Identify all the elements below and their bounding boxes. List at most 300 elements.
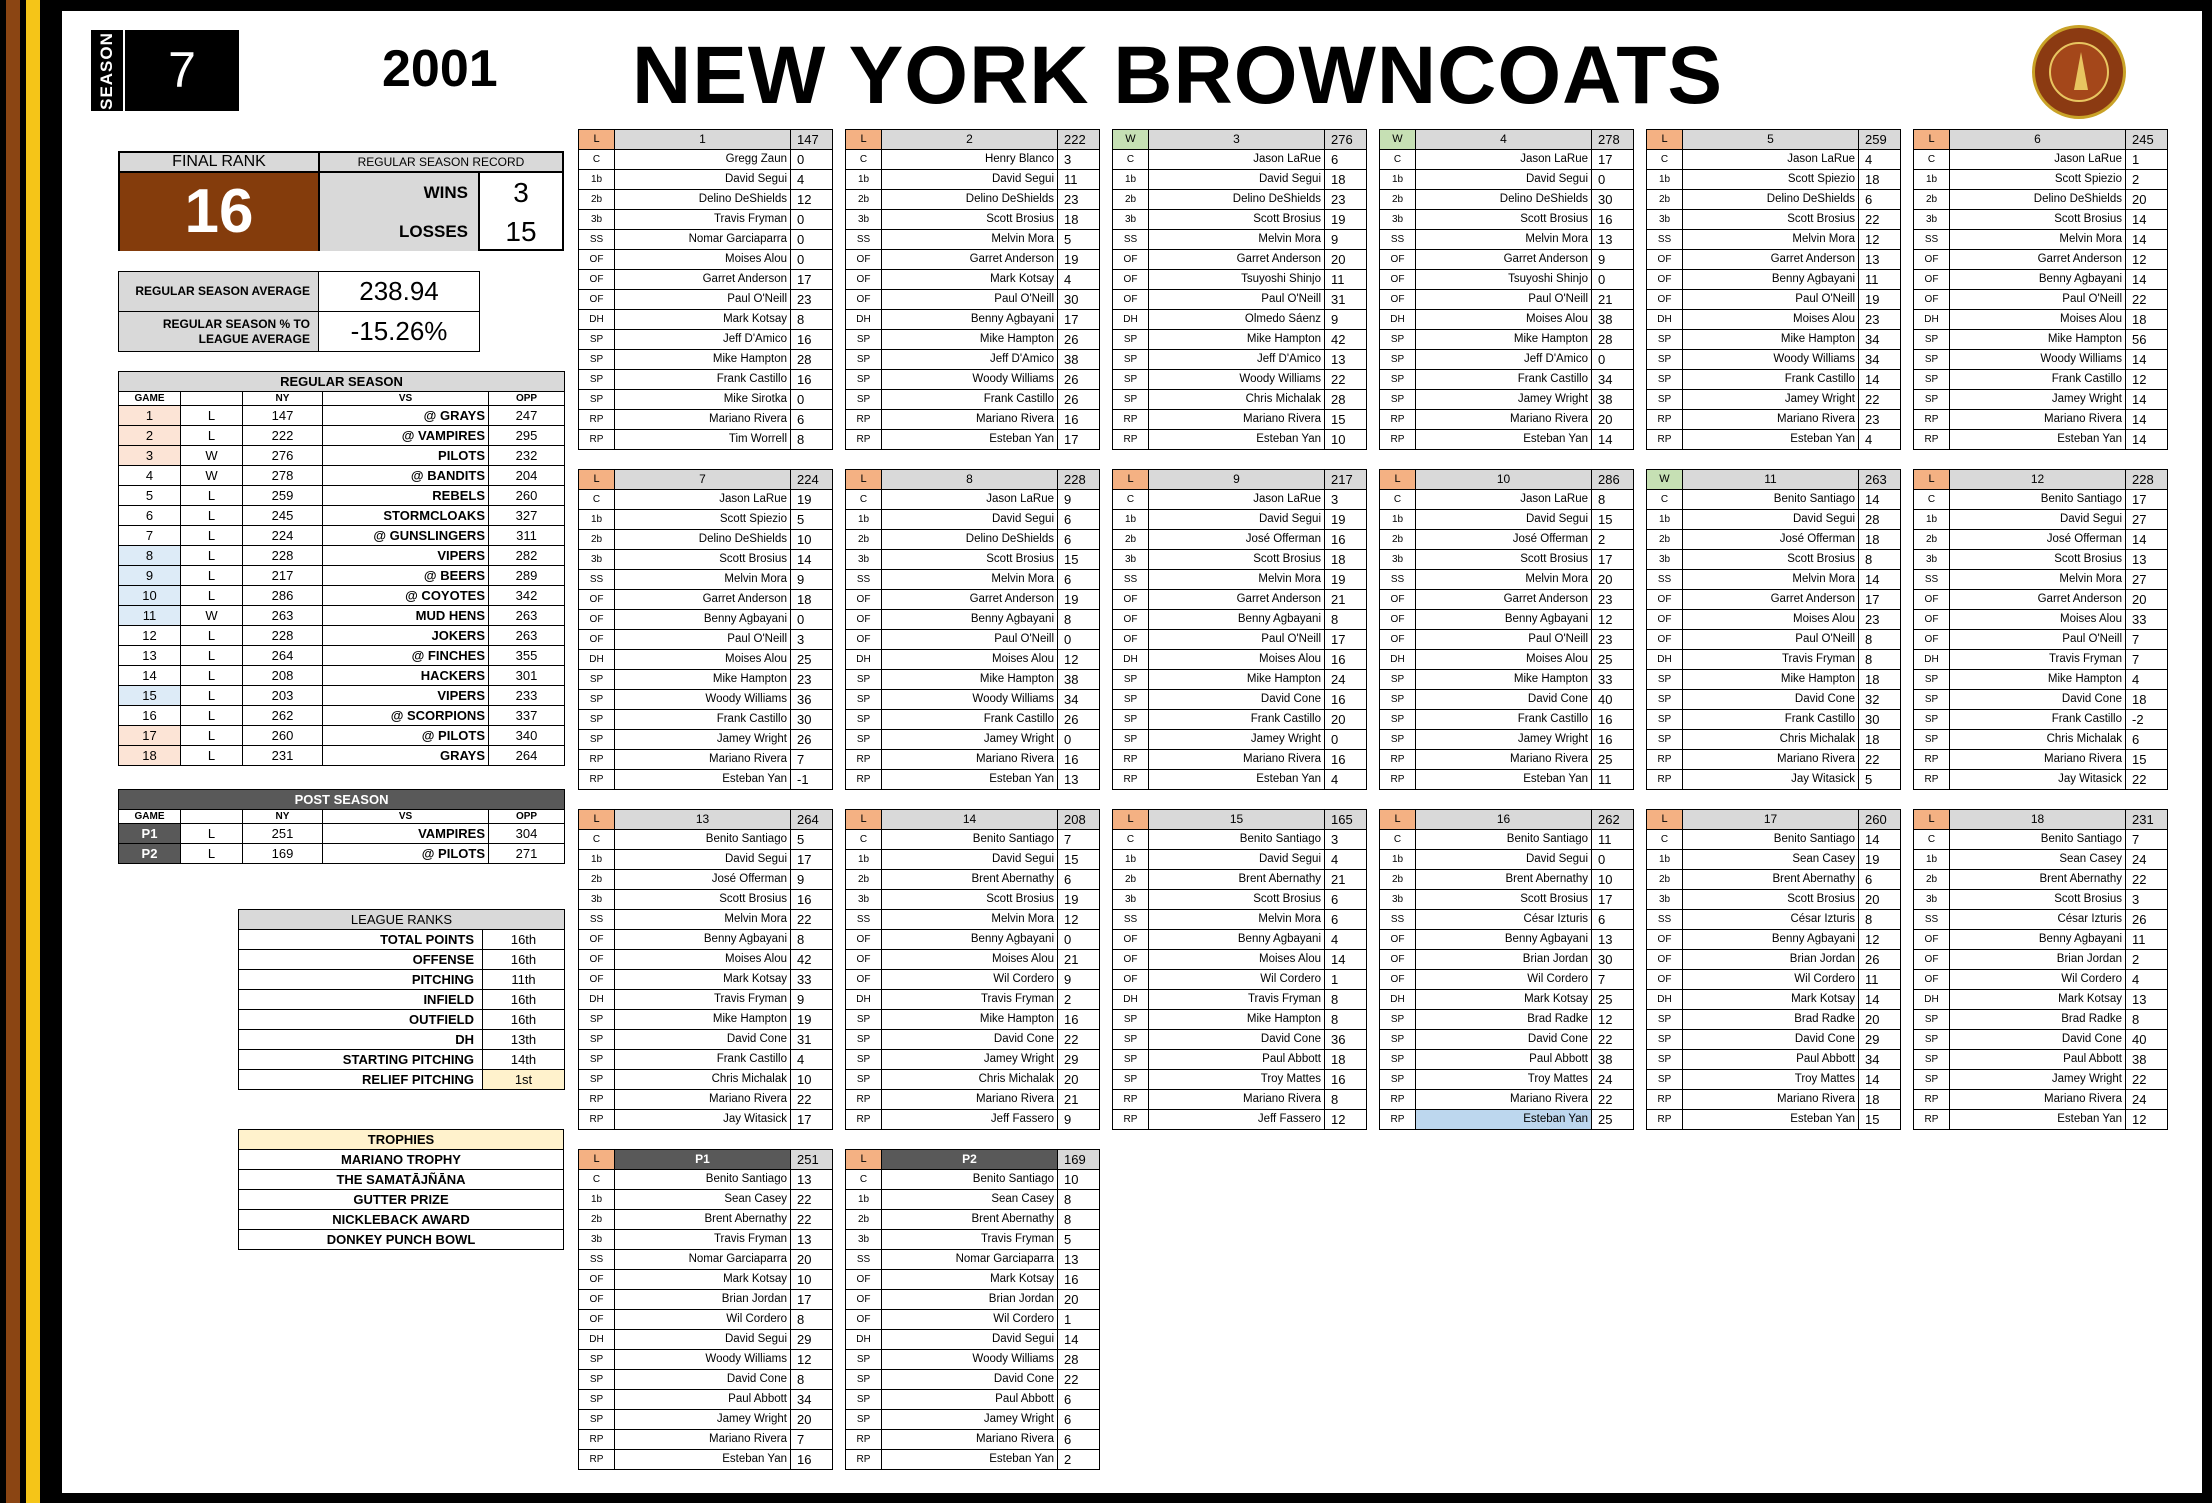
player-name: Brent Abernathy	[1149, 870, 1325, 890]
player-position: OF	[1113, 950, 1149, 970]
player-position: 1b	[579, 170, 615, 190]
player-position: RP	[579, 1450, 615, 1470]
player-score: 42	[1325, 330, 1367, 350]
game-total: 286	[1592, 470, 1634, 490]
player-name: Melvin Mora	[1683, 230, 1859, 250]
player-position: C	[1113, 490, 1149, 510]
row-opp: 247	[489, 406, 565, 426]
player-row	[579, 230, 833, 250]
player-name: Tim Worrell	[615, 430, 791, 450]
game-result: L	[1113, 470, 1149, 490]
rank-value: 16th	[483, 1010, 565, 1030]
row-ny: 217	[243, 566, 323, 586]
player-score: 0	[1058, 730, 1100, 750]
row-vs: @ PILOTS	[323, 726, 489, 746]
player-row	[1380, 730, 1634, 750]
player-score: 33	[1592, 670, 1634, 690]
player-score: 14	[1859, 830, 1901, 850]
player-position: SP	[579, 690, 615, 710]
player-position: OF	[579, 1290, 615, 1310]
player-position: SP	[1380, 1030, 1416, 1050]
player-row	[1647, 730, 1901, 750]
row-game: 12	[119, 626, 181, 646]
player-score: 3	[1325, 490, 1367, 510]
player-row	[579, 990, 833, 1010]
player-position: 3b	[846, 890, 882, 910]
player-score: 28	[1592, 330, 1634, 350]
player-score: 34	[1859, 1050, 1901, 1070]
player-name: David Segui	[882, 1330, 1058, 1350]
player-name: Frank Castillo	[1950, 710, 2126, 730]
player-position: SS	[1647, 570, 1683, 590]
player-position: SP	[1914, 1010, 1950, 1030]
player-row	[1380, 330, 1634, 350]
player-score: 25	[1592, 990, 1634, 1010]
player-row	[579, 530, 833, 550]
player-position: 2b	[1380, 530, 1416, 550]
player-score: 24	[2126, 1090, 2168, 1110]
player-position: C	[846, 150, 882, 170]
player-name: Moises Alou	[1950, 610, 2126, 630]
player-name: José Offerman	[1950, 530, 2126, 550]
player-name: Moises Alou	[615, 950, 791, 970]
player-score: 17	[1058, 430, 1100, 450]
player-position: SP	[1914, 330, 1950, 350]
player-position: SP	[1113, 670, 1149, 690]
player-position: SP	[1647, 690, 1683, 710]
player-name: Melvin Mora	[882, 570, 1058, 590]
player-row	[846, 1110, 1100, 1130]
player-position: 2b	[1914, 190, 1950, 210]
player-score: 0	[791, 390, 833, 410]
player-name: Paul O'Neill	[882, 290, 1058, 310]
player-row	[1380, 850, 1634, 870]
game-number: 16	[1416, 810, 1592, 830]
row-game: 8	[119, 546, 181, 566]
player-position: OF	[846, 1290, 882, 1310]
game-box	[845, 129, 1100, 450]
player-name: José Offerman	[1683, 530, 1859, 550]
season-row	[119, 606, 565, 626]
row-opp: 355	[489, 646, 565, 666]
player-row	[1113, 690, 1367, 710]
player-name: Jason LaRue	[1416, 490, 1592, 510]
player-position: OF	[1647, 610, 1683, 630]
player-name: Travis Fryman	[1149, 990, 1325, 1010]
row-opp: 311	[489, 526, 565, 546]
player-score: 34	[1058, 690, 1100, 710]
player-score: 6	[1859, 870, 1901, 890]
player-position: SP	[846, 1370, 882, 1390]
player-score: 9	[1325, 310, 1367, 330]
player-name: Scott Brosius	[1149, 890, 1325, 910]
player-row	[1380, 530, 1634, 550]
player-position: 3b	[846, 1230, 882, 1250]
player-position: RP	[1113, 770, 1149, 790]
player-score: 6	[1058, 1410, 1100, 1430]
player-score: 12	[1592, 1010, 1634, 1030]
player-score: 8	[1859, 650, 1901, 670]
player-score: 30	[1058, 290, 1100, 310]
player-name: Scott Brosius	[1683, 890, 1859, 910]
player-position: OF	[1914, 250, 1950, 270]
row-result: L	[181, 706, 243, 726]
row-game: 18	[119, 746, 181, 766]
player-name: Jason LaRue	[1149, 150, 1325, 170]
player-position: SP	[1113, 710, 1149, 730]
player-row	[846, 330, 1100, 350]
row-result: L	[181, 586, 243, 606]
player-position: 2b	[846, 530, 882, 550]
player-score: 8	[1058, 1190, 1100, 1210]
player-row	[1113, 350, 1367, 370]
player-score: 7	[791, 1430, 833, 1450]
player-row	[1914, 950, 2168, 970]
player-name: Melvin Mora	[882, 910, 1058, 930]
player-score: 4	[2126, 970, 2168, 990]
player-score: 4	[1859, 150, 1901, 170]
player-row	[1647, 510, 1901, 530]
season-row	[119, 666, 565, 686]
player-score: 8	[1325, 1090, 1367, 1110]
row-result: L	[181, 426, 243, 446]
player-name: Esteban Yan	[615, 1450, 791, 1470]
player-row	[1647, 170, 1901, 190]
player-score: 56	[2126, 330, 2168, 350]
player-position: C	[1914, 490, 1950, 510]
player-score: 15	[2126, 750, 2168, 770]
player-name: Paul O'Neill	[1416, 290, 1592, 310]
game-number: 9	[1149, 470, 1325, 490]
player-score: 4	[1859, 430, 1901, 450]
row-ny: 278	[243, 466, 323, 486]
league-ranks-title: LEAGUE RANKS	[239, 910, 565, 930]
player-position: RP	[846, 770, 882, 790]
player-name: Mike Hampton	[1416, 670, 1592, 690]
player-position: OF	[579, 270, 615, 290]
player-position: SS	[846, 570, 882, 590]
player-row	[1647, 330, 1901, 350]
player-name: Benny Agbayani	[1683, 930, 1859, 950]
player-name: Paul O'Neill	[882, 630, 1058, 650]
player-name: Jeff D'Amico	[882, 350, 1058, 370]
player-name: Jason LaRue	[1683, 150, 1859, 170]
row-ny: 222	[243, 426, 323, 446]
player-score: 30	[1592, 190, 1634, 210]
player-position: SP	[1647, 370, 1683, 390]
player-score: 10	[791, 1270, 833, 1290]
player-score: 6	[1058, 1390, 1100, 1410]
player-row	[846, 550, 1100, 570]
player-position: SP	[1380, 670, 1416, 690]
player-name: Benito Santiago	[1683, 830, 1859, 850]
player-name: Woody Williams	[1950, 350, 2126, 370]
post-season-row	[119, 844, 565, 864]
player-row	[579, 190, 833, 210]
player-position: OF	[1914, 970, 1950, 990]
player-score: 20	[1859, 890, 1901, 910]
player-score: 20	[1592, 570, 1634, 590]
player-position: 3b	[1647, 890, 1683, 910]
player-name: Paul Abbott	[1149, 1050, 1325, 1070]
player-row	[1113, 270, 1367, 290]
player-score: 22	[1859, 210, 1901, 230]
player-row	[579, 1350, 833, 1370]
player-name: Moises Alou	[1416, 310, 1592, 330]
player-position: OF	[1647, 590, 1683, 610]
player-score: 16	[1325, 1070, 1367, 1090]
player-row	[1380, 630, 1634, 650]
row-vs: MUD HENS	[323, 606, 489, 626]
player-position: SP	[579, 1390, 615, 1410]
game-box	[1913, 129, 2168, 450]
player-position: SP	[1113, 1010, 1149, 1030]
player-score: -1	[791, 770, 833, 790]
player-name: Scott Brosius	[1683, 210, 1859, 230]
game-box	[578, 469, 833, 790]
final-rank-label: FINAL RANK	[120, 153, 318, 173]
player-position: OF	[1380, 970, 1416, 990]
trophies-table	[238, 1129, 564, 1250]
player-row	[1113, 910, 1367, 930]
player-score: 9	[791, 570, 833, 590]
post-col-header-opp: OPP	[489, 810, 565, 824]
averages-table	[118, 271, 480, 352]
side-stripes	[0, 0, 54, 1503]
player-position: 1b	[1113, 850, 1149, 870]
row-result: L	[181, 546, 243, 566]
player-score: 0	[791, 250, 833, 270]
player-position: SP	[1113, 1030, 1149, 1050]
player-row	[579, 1410, 833, 1430]
player-position: SP	[1647, 1070, 1683, 1090]
player-row	[579, 1390, 833, 1410]
player-name: Benito Santiago	[1416, 830, 1592, 850]
player-name: Mariano Rivera	[615, 750, 791, 770]
player-score: 3	[1058, 150, 1100, 170]
player-position: 2b	[1647, 530, 1683, 550]
player-name: Brian Jordan	[1683, 950, 1859, 970]
player-name: Paul O'Neill	[615, 630, 791, 650]
player-name: Brent Abernathy	[1683, 870, 1859, 890]
player-score: 19	[1058, 890, 1100, 910]
player-score: 3	[791, 630, 833, 650]
player-row	[1113, 930, 1367, 950]
player-score: 18	[1859, 530, 1901, 550]
player-score: 22	[1058, 1030, 1100, 1050]
game-total: 208	[1058, 810, 1100, 830]
player-position: SS	[1914, 910, 1950, 930]
player-score: 15	[1325, 410, 1367, 430]
player-name: Jamey Wright	[1683, 390, 1859, 410]
game-number: 15	[1149, 810, 1325, 830]
row-ny: 228	[243, 626, 323, 646]
season-label: SEASON	[97, 31, 116, 110]
player-name: Brent Abernathy	[1950, 870, 2126, 890]
player-name: Benny Agbayani	[1416, 930, 1592, 950]
player-position: 1b	[1647, 850, 1683, 870]
player-row	[1113, 170, 1367, 190]
game-total: 245	[2126, 130, 2168, 150]
player-row	[1914, 670, 2168, 690]
player-name: Tsuyoshi Shinjo	[1416, 270, 1592, 290]
losses-value: 15	[505, 216, 537, 247]
player-row	[1113, 670, 1367, 690]
player-name: Jason LaRue	[882, 490, 1058, 510]
player-row	[846, 170, 1100, 190]
player-score: 40	[1592, 690, 1634, 710]
game-total: 165	[1325, 810, 1367, 830]
row-game: 10	[119, 586, 181, 606]
player-position: OF	[1380, 290, 1416, 310]
player-row	[1914, 630, 2168, 650]
player-name: Benny Agbayani	[1950, 270, 2126, 290]
player-score: 14	[2126, 210, 2168, 230]
player-score: 14	[1859, 570, 1901, 590]
player-name: Delino DeShields	[615, 190, 791, 210]
player-name: Jamey Wright	[1950, 390, 2126, 410]
player-score: 18	[2126, 690, 2168, 710]
player-name: Benny Agbayani	[1416, 610, 1592, 630]
player-row	[1113, 970, 1367, 990]
player-position: 1b	[846, 850, 882, 870]
player-score: 0	[1592, 350, 1634, 370]
player-row	[579, 610, 833, 630]
player-score: 12	[1325, 1110, 1367, 1130]
post-season-title: POST SEASON	[119, 790, 565, 810]
player-name: Garret Anderson	[1416, 250, 1592, 270]
player-name: Mike Hampton	[1416, 330, 1592, 350]
player-position: SP	[1380, 390, 1416, 410]
player-score: 40	[2126, 1030, 2168, 1050]
player-row	[846, 290, 1100, 310]
player-row	[579, 710, 833, 730]
player-name: Mike Hampton	[1149, 330, 1325, 350]
player-row	[846, 750, 1100, 770]
player-score: 0	[1325, 730, 1367, 750]
player-name: Olmedo Sáenz	[1149, 310, 1325, 330]
player-row	[1113, 410, 1367, 430]
player-row	[1914, 730, 2168, 750]
player-row	[1647, 530, 1901, 550]
player-score: 18	[1859, 170, 1901, 190]
player-row	[1113, 570, 1367, 590]
player-name: David Segui	[1149, 170, 1325, 190]
player-position: 3b	[579, 210, 615, 230]
player-position: OF	[846, 930, 882, 950]
player-position: 3b	[1380, 210, 1416, 230]
player-row	[1113, 830, 1367, 850]
player-name: Esteban Yan	[882, 770, 1058, 790]
player-row	[1380, 1050, 1634, 1070]
league-rank-row	[239, 1050, 565, 1070]
player-name: Esteban Yan	[615, 770, 791, 790]
player-name: Scott Brosius	[1416, 550, 1592, 570]
trophy-item: MARIANO TROPHY	[239, 1150, 564, 1170]
player-name: Woody Williams	[1683, 350, 1859, 370]
player-position: OF	[579, 290, 615, 310]
player-score: 0	[1592, 850, 1634, 870]
season-row	[119, 466, 565, 486]
rank-label: OUTFIELD	[239, 1010, 483, 1030]
player-row	[1647, 910, 1901, 930]
player-row	[579, 330, 833, 350]
player-row	[1380, 430, 1634, 450]
player-row	[1380, 270, 1634, 290]
player-position: SP	[1113, 730, 1149, 750]
player-name: Melvin Mora	[1950, 230, 2126, 250]
player-position: SP	[1113, 690, 1149, 710]
player-score: 11	[1859, 970, 1901, 990]
player-position: RP	[846, 1450, 882, 1470]
player-score: 23	[1859, 610, 1901, 630]
row-vs: @ VAMPIRES	[323, 426, 489, 446]
row-result: L	[181, 526, 243, 546]
player-name: Benny Agbayani	[1950, 930, 2126, 950]
player-position: 2b	[579, 870, 615, 890]
player-row	[1647, 270, 1901, 290]
player-position: RP	[1647, 1090, 1683, 1110]
player-score: 17	[1325, 630, 1367, 650]
player-row	[1647, 290, 1901, 310]
player-name: Mike Hampton	[882, 330, 1058, 350]
player-row	[1647, 370, 1901, 390]
player-name: David Segui	[615, 170, 791, 190]
game-box	[578, 129, 833, 450]
player-score: 24	[1325, 670, 1367, 690]
player-row	[1113, 590, 1367, 610]
player-position: SP	[579, 390, 615, 410]
player-score: 4	[791, 1050, 833, 1070]
player-row	[1380, 250, 1634, 270]
player-position: SP	[846, 670, 882, 690]
player-name: David Segui	[1416, 850, 1592, 870]
player-position: RP	[1647, 430, 1683, 450]
regular-season-title: REGULAR SEASON	[119, 372, 565, 392]
player-row	[846, 870, 1100, 890]
player-row	[846, 370, 1100, 390]
player-position: SP	[1113, 330, 1149, 350]
player-score: 9	[791, 870, 833, 890]
player-position: OF	[846, 1270, 882, 1290]
player-score: 7	[2126, 630, 2168, 650]
player-row	[1647, 610, 1901, 630]
player-row	[846, 1030, 1100, 1050]
player-score: 16	[1058, 750, 1100, 770]
league-rank-row	[239, 1030, 565, 1050]
player-row	[846, 910, 1100, 930]
player-name: Travis Fryman	[882, 990, 1058, 1010]
player-position: SP	[1647, 710, 1683, 730]
game-number: 12	[1950, 470, 2126, 490]
player-position: 2b	[1113, 530, 1149, 550]
player-position: 1b	[1647, 510, 1683, 530]
player-position: 3b	[1380, 890, 1416, 910]
player-position: C	[1647, 490, 1683, 510]
player-position: RP	[846, 410, 882, 430]
player-position: OF	[846, 290, 882, 310]
player-name: Jeff D'Amico	[1149, 350, 1325, 370]
game-total: 259	[1859, 130, 1901, 150]
game-total: 278	[1592, 130, 1634, 150]
player-position: SP	[1647, 730, 1683, 750]
player-score: 8	[791, 430, 833, 450]
player-name: Garret Anderson	[1416, 590, 1592, 610]
player-score: 27	[2126, 510, 2168, 530]
player-name: Mark Kotsay	[615, 970, 791, 990]
player-score: 17	[1592, 150, 1634, 170]
player-name: Sean Casey	[1683, 850, 1859, 870]
